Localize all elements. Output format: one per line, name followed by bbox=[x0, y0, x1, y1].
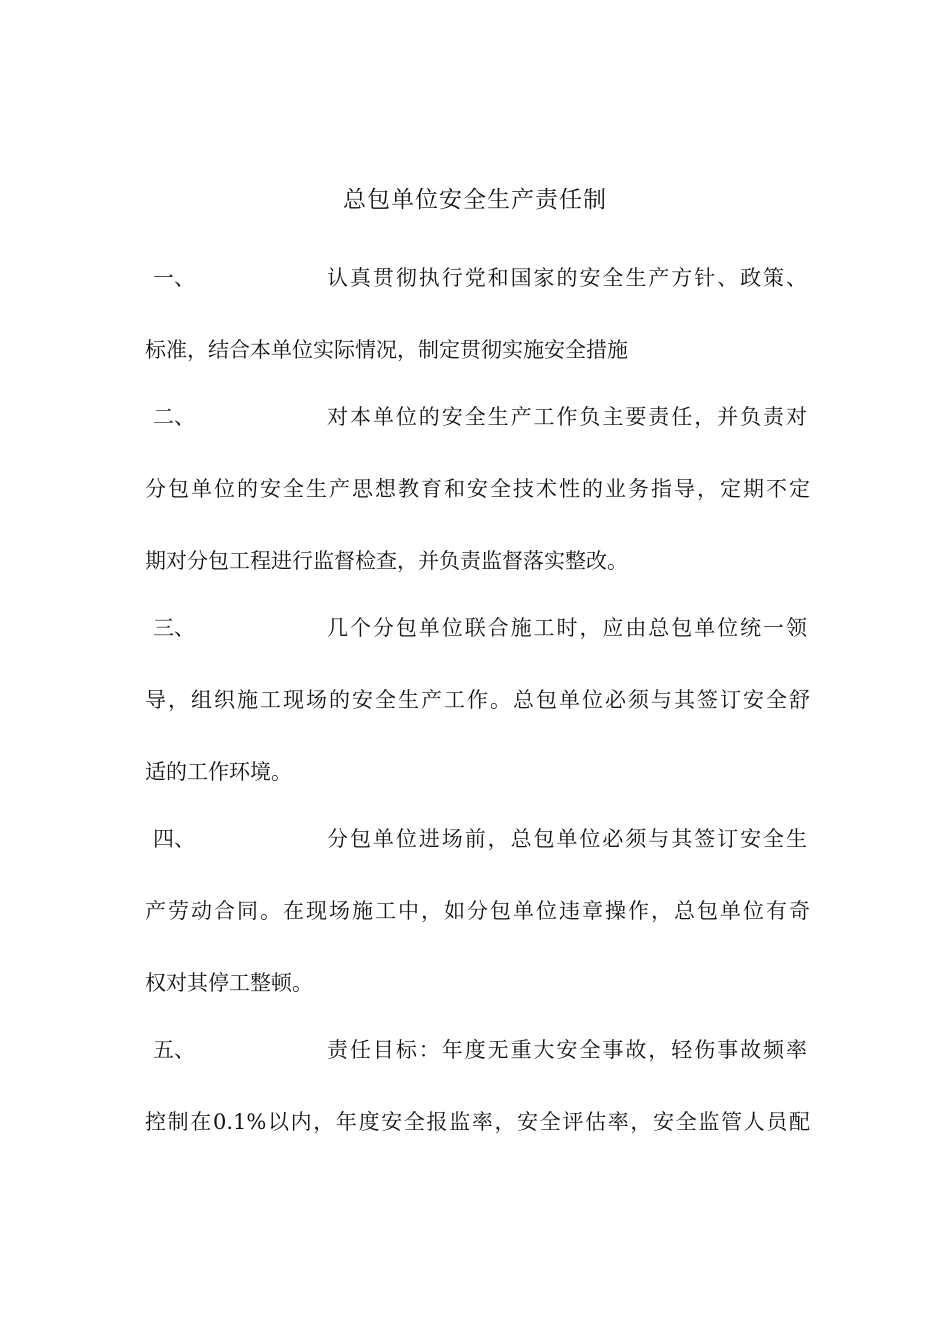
section-4-number: 四、 bbox=[153, 827, 195, 851]
section-1-line-1: 标准，结合本单位实际情况，制定贯彻实施安全措施 bbox=[145, 338, 628, 362]
section-3-lead: 几个分包单位联合施工时，应由总包单位统一领 bbox=[327, 616, 807, 640]
section-3-line-1: 导，组织施工现场的安全生产工作。总包单位必须与其签订安全舒 bbox=[145, 688, 810, 712]
section-1-lead: 认真贯彻执行党和国家的安全生产方针、政策、 bbox=[327, 266, 807, 290]
section-2-lead: 对本单位的安全生产工作负主要责任，并负责对 bbox=[327, 405, 807, 429]
section-2-number: 二、 bbox=[153, 405, 195, 429]
section-2-line-1: 分包单位的安全生产思想教育和安全技术性的业务指导，定期不定 bbox=[145, 477, 810, 501]
section-3-line-2: 适的工作环境。 bbox=[145, 760, 292, 784]
section-1-number: 一、 bbox=[153, 266, 195, 290]
section-4-line-2: 权对其停工整顿。 bbox=[145, 971, 313, 995]
section-5-lead: 责任目标：年度无重大安全事故，轻伤事故频率 bbox=[327, 1038, 807, 1062]
section-2-line-2: 期对分包工程进行监督检查，并负责监督落实整改。 bbox=[145, 549, 628, 573]
section-3-number: 三、 bbox=[153, 616, 195, 640]
document-title: 总包单位安全生产责任制 bbox=[343, 187, 607, 213]
section-4-lead: 分包单位进场前，总包单位必须与其签订安全生 bbox=[327, 827, 807, 851]
section-4-line-1: 产劳动合同。在现场施工中，如分包单位违章操作，总包单位有奇 bbox=[145, 899, 810, 923]
section-5-number: 五、 bbox=[153, 1038, 195, 1062]
section-5-line-1: 控制在0.1%以内，年度安全报监率，安全评估率，安全监管人员配 bbox=[145, 1110, 810, 1134]
